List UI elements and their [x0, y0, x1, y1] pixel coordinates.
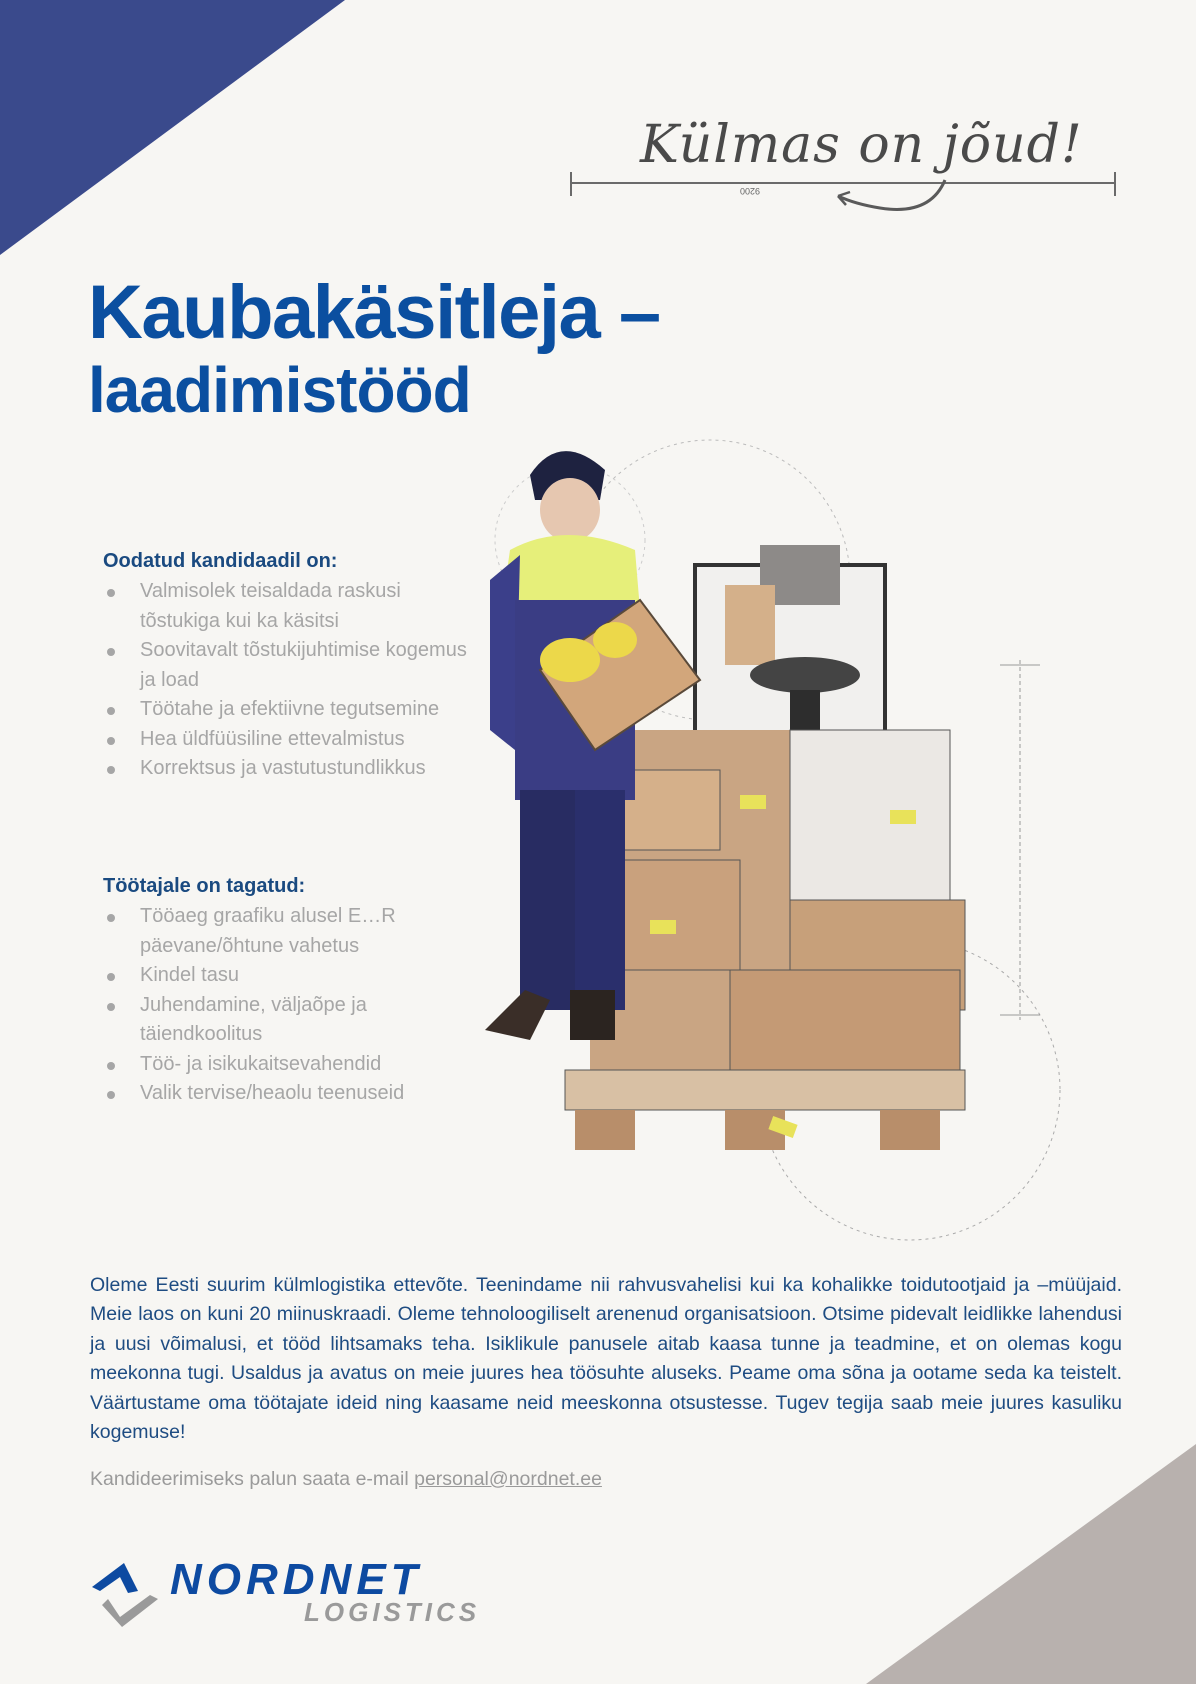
requirements-heading: Oodatud kandidaadil on: [103, 550, 338, 572]
logo-subtitle: LOGISTICS [304, 1597, 481, 1627]
requirements-item: Soovitavalt tõstukijuhtimise kogemus ja load [103, 636, 470, 695]
dimension-tick-left [570, 172, 572, 196]
benefits-item: Juhendamine, väljaõpe ja täiendkoolitus [103, 991, 470, 1050]
job-title-line-1: Kaubakäsitleja – [88, 270, 660, 355]
benefits-section [103, 875, 470, 1109]
sketch-arrow-icon [820, 178, 950, 218]
requirements-list [103, 577, 470, 784]
slogan-text: Külmas on jõud! [640, 115, 1083, 175]
requirements-item: Töötahe ja efektiivne tegutsemine [103, 695, 470, 725]
job-title [88, 270, 660, 427]
page-edge [1196, 0, 1200, 1684]
dimension-label: 9200 [740, 186, 761, 196]
benefits-heading: Töötajale on tagatud: [103, 875, 306, 897]
benefits-item: Tööaeg graafiku alusel E…R päevane/õhtune vahetus [103, 902, 470, 961]
logo-mark-icon [90, 1555, 170, 1630]
benefits-list [103, 902, 470, 1109]
top-left-corner-triangle [0, 0, 345, 255]
requirements-section [103, 550, 470, 784]
worker-illustration [470, 430, 1100, 1250]
job-title-line-2: laadimistööd [88, 354, 471, 427]
logo-name: NORDNET [170, 1555, 423, 1604]
benefits-item: Valik tervise/heaolu teenuseid [103, 1079, 470, 1109]
benefits-item: Töö- ja isikukaitsevahendid [103, 1050, 470, 1080]
company-description: Oleme Eesti suurim külmlogistika ettevõte. Teenindame nii rahvusvahelisi kui ka kohalikke toidutootjaid ja –müüjaid. Meie laos on kuni 20 miinuskraadi. Oleme tehnoloogiliselt arenenud organisatsioon. Otsime pidevalt leidlikke lahendusi ja uusi võimalusi, et tööd lihtsamaks teha. Isiklikule panusele aitab kaasa tunne ja teadmine, et on olemas kogu meekonna tugi. Usaldus ja avatus on meie juures hea töösuhte aluseks. Peame oma sõna ja ootame seda ka teistelt. Väärtustame oma töötajate ideid ning kaasame neid meeskonna otsustesse. Tugev tegija saab meie juures kasuliku kogemuse! [90, 1273, 1122, 1443]
email-link[interactable]: personal@nordnet.ee [414, 1468, 602, 1490]
apply-text: Kandideerimiseks palun saata e-mail [90, 1468, 415, 1490]
handwritten-slogan [630, 110, 1110, 200]
application-instructions [90, 1468, 602, 1491]
bottom-right-corner-triangle [866, 1444, 1196, 1684]
requirements-item: Korrektsus ja vastutustundlikkus [103, 754, 470, 784]
dimension-tick-right [1114, 172, 1116, 196]
nordnet-logo [90, 1555, 550, 1630]
requirements-item: Hea üldfüüsiline ettevalmistus [103, 725, 470, 755]
benefits-item: Kindel tasu [103, 961, 470, 991]
requirements-item: Valmisolek teisaldada raskusi tõstukiga kui ka käsitsi [103, 577, 470, 636]
